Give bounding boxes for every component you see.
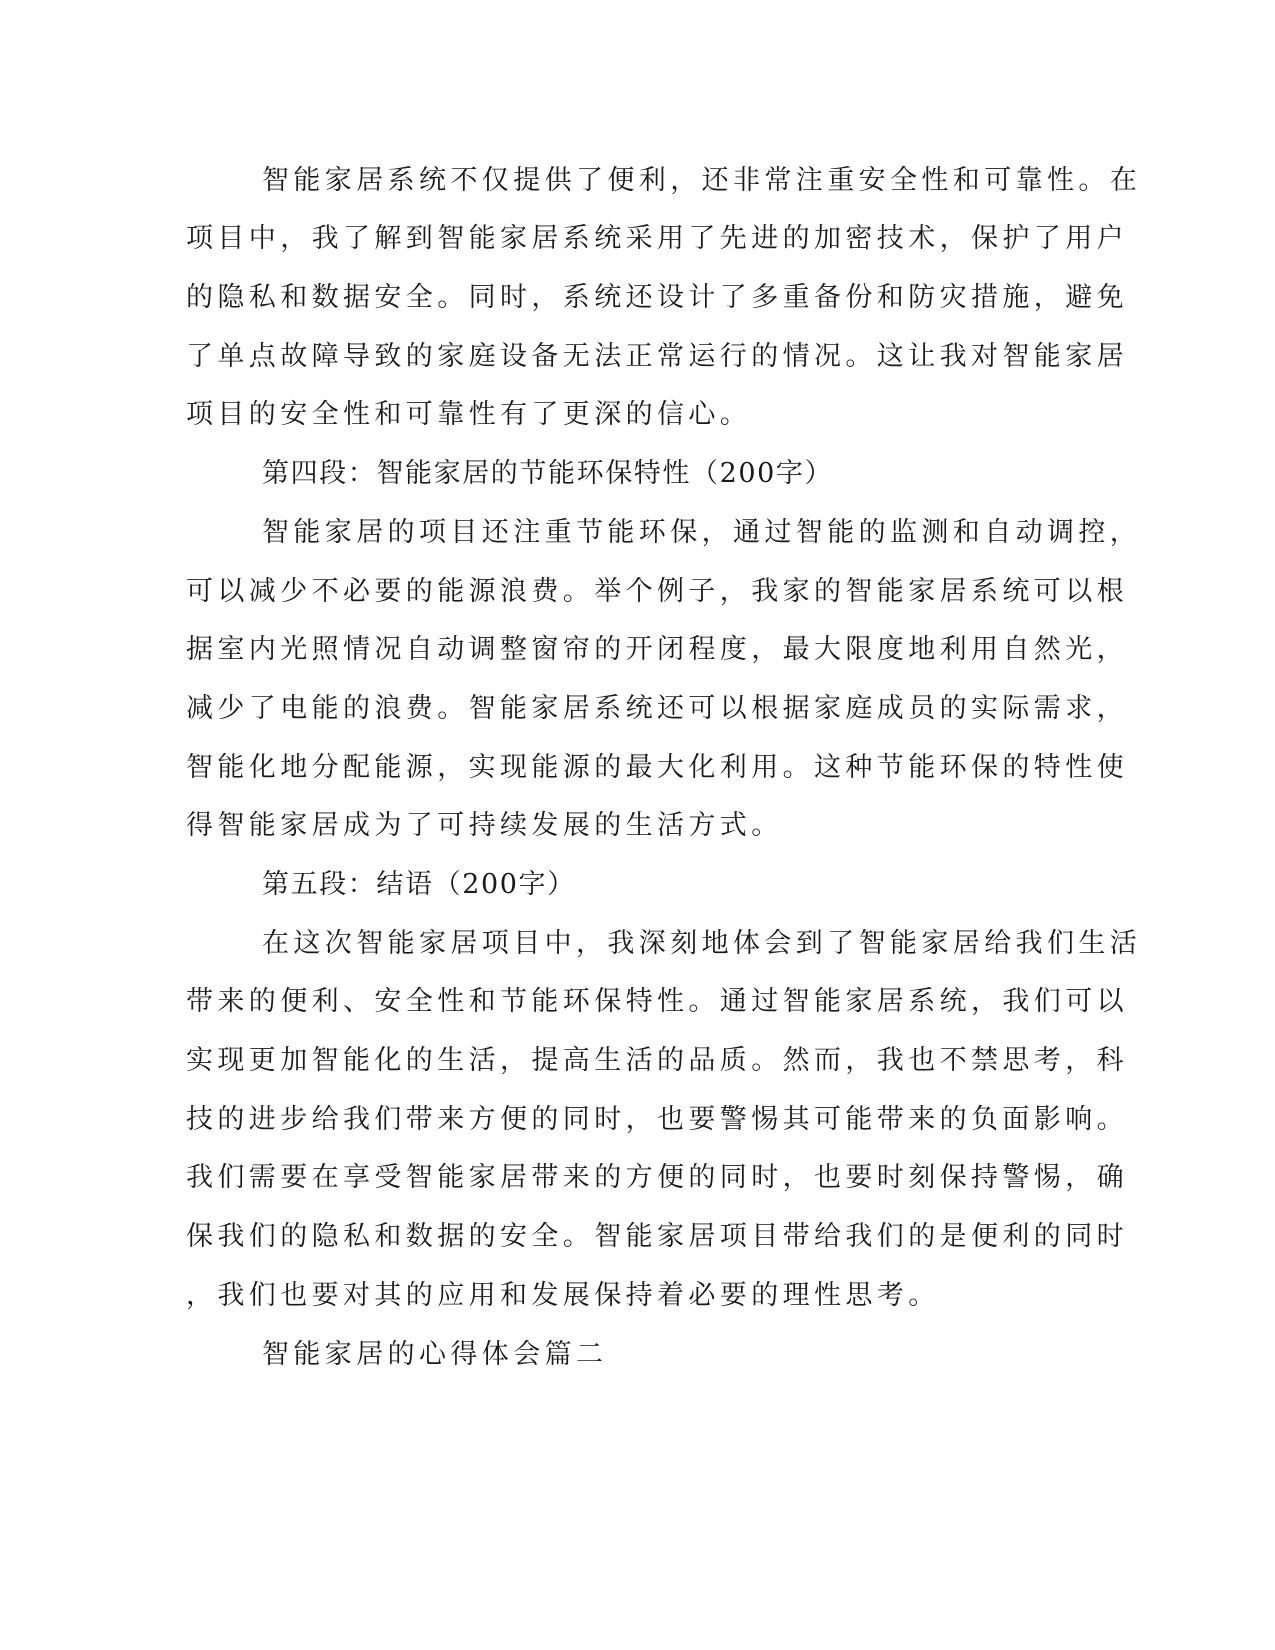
section-title: 智能家居的心得体会篇二 bbox=[262, 1339, 608, 1370]
paragraph-line: 在这次智能家居项目中，我深刻地体会到了智能家居给我们生活 bbox=[262, 928, 1142, 959]
paragraph-line: 智能化地分配能源，实现能源的最大化利用。这种节能环保的特性使 bbox=[186, 752, 1128, 783]
section-heading: 第五段：结语（200字） bbox=[262, 869, 576, 900]
paragraph-line: 智能家居系统不仅提供了便利，还非常注重安全性和可靠性。在 bbox=[262, 165, 1142, 196]
paragraph-line: 项目的安全性和可靠性有了更深的信心。 bbox=[186, 399, 752, 430]
paragraph-line: 的隐私和数据安全。同时，系统还设计了多重备份和防灾措施，避免 bbox=[186, 282, 1128, 313]
paragraph-line: 技的进步给我们带来方便的同时，也要警惕其可能带来的负面影响。 bbox=[186, 1104, 1128, 1135]
paragraph-line: 可以减少不必要的能源浪费。举个例子，我家的智能家居系统可以根 bbox=[186, 576, 1128, 607]
paragraph-line: 我们需要在享受智能家居带来的方便的同时，也要时刻保持警惕，确 bbox=[186, 1162, 1128, 1193]
paragraph-line: 带来的便利、安全性和节能环保特性。通过智能家居系统，我们可以 bbox=[186, 986, 1128, 1017]
paragraph-line: 得智能家居成为了可持续发展的生活方式。 bbox=[186, 810, 783, 841]
section-heading: 第四段：智能家居的节能环保特性（200字） bbox=[262, 458, 834, 489]
paragraph-line: 减少了电能的浪费。智能家居系统还可以根据家庭成员的实际需求， bbox=[186, 693, 1128, 724]
paragraph-line: 据室内光照情况自动调整窗帘的开闭程度，最大限度地利用自然光， bbox=[186, 634, 1128, 665]
paragraph-line: ，我们也要对其的应用和发展保持着必要的理性思考。 bbox=[186, 1280, 940, 1311]
paragraph-line: 智能家居的项目还注重节能环保，通过智能的监测和自动调控， bbox=[262, 517, 1142, 548]
paragraph-line: 项目中，我了解到智能家居系统采用了先进的加密技术，保护了用户 bbox=[186, 223, 1128, 254]
paragraph-line: 实现更加智能化的生活，提高生活的品质。然而，我也不禁思考，科 bbox=[186, 1045, 1128, 1076]
paragraph-line: 保我们的隐私和数据的安全。智能家居项目带给我们的是便利的同时 bbox=[186, 1221, 1128, 1252]
paragraph-line: 了单点故障导致的家庭设备无法正常运行的情况。这让我对智能家居 bbox=[186, 341, 1128, 372]
